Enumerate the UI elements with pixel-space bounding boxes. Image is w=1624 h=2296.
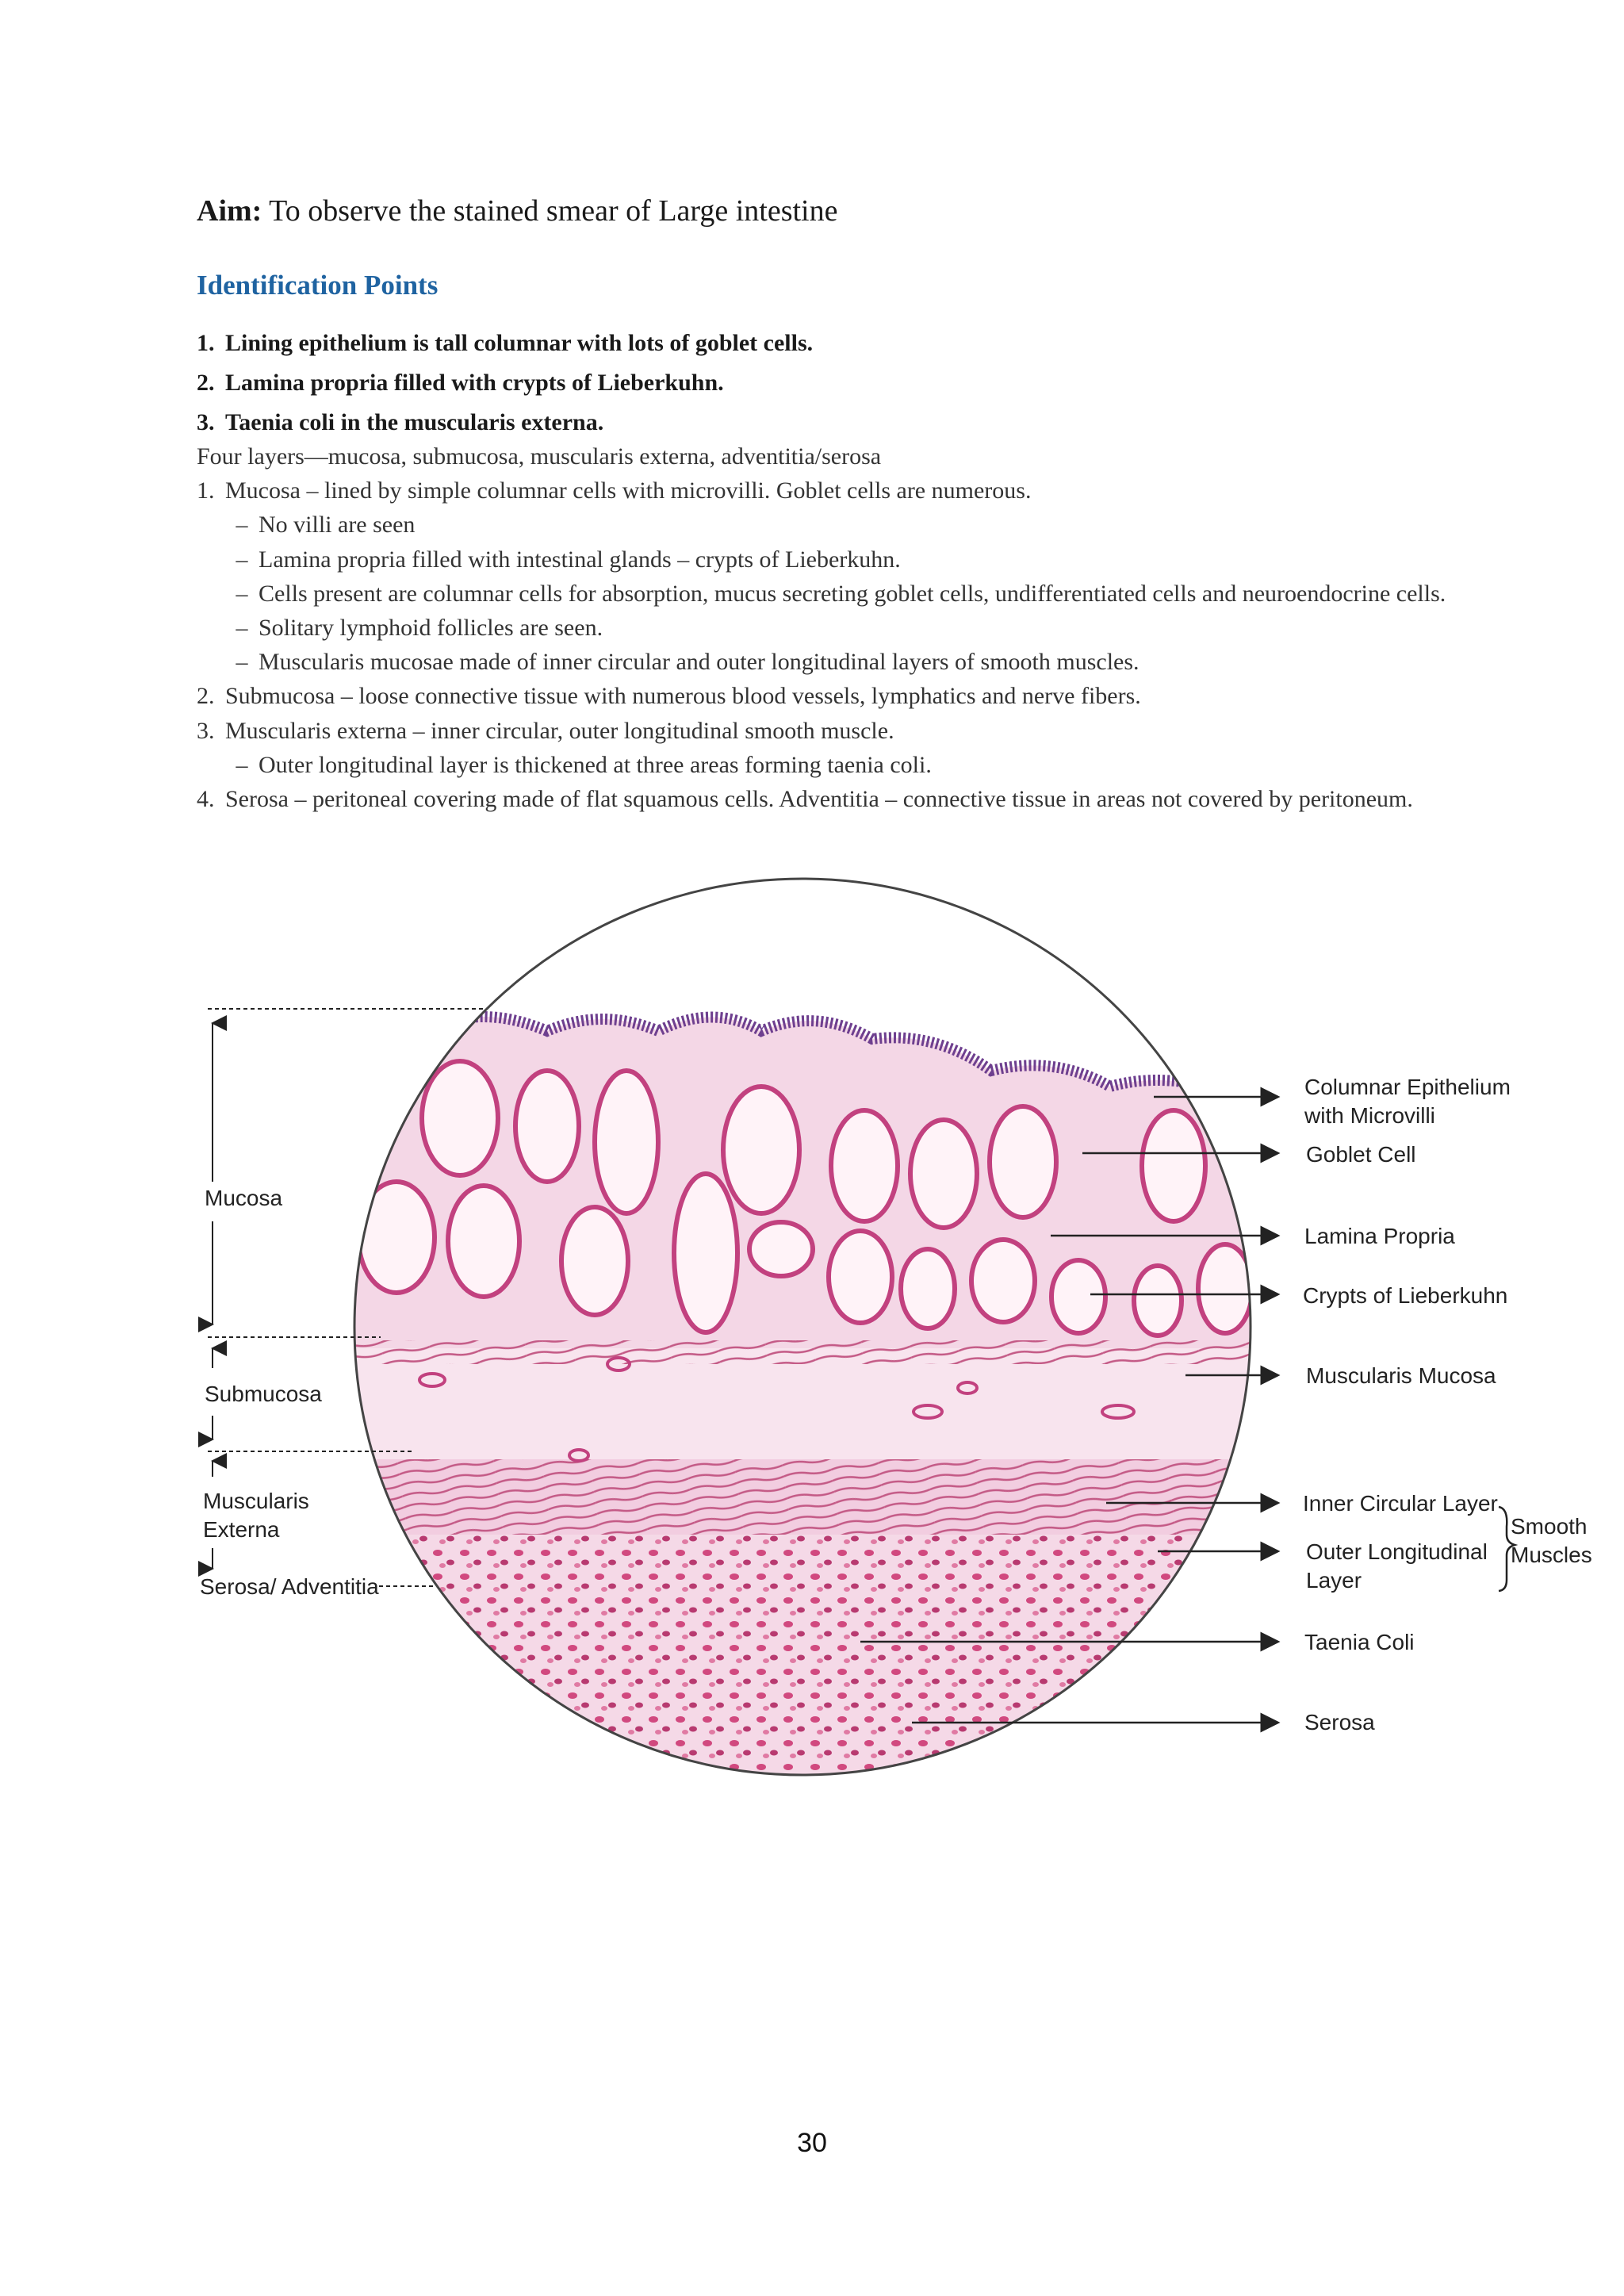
identification-point: 1. Lining epithelium is tall columnar with lots of goblet cells. [197,330,814,356]
description-item: 4. Serosa – peritoneal covering made of flat squamous cells. Adventitia – connective tissue in areas not covered by peritoneum. [197,785,1413,812]
description-subitem: – Solitary lymphoid follicles are seen. [236,614,603,641]
description-subitem: – No villi are seen [236,512,416,539]
label-smooth-2: Muscles [1511,1543,1592,1567]
description-body [197,439,1446,816]
description-item: 3. Muscularis externa – inner circular, outer longitudinal smooth muscle. [197,717,894,744]
label-outer-longitudinal-1: Outer Longitudinal [1306,1539,1488,1564]
description-subitem: – Outer longitudinal layer is thickened at three areas forming taenia coli. [236,751,932,778]
label-muscularis-mucosa: Muscularis Mucosa [1306,1363,1496,1388]
label-muscularis-2: Externa [203,1517,280,1542]
identification-heading: Identification Points [197,270,439,301]
label-columnar-2: with Microvilli [1304,1103,1435,1128]
tissue-section [317,872,1308,1808]
identification-point: 2. Lamina propria filled with crypts of Lieberkuhn. [197,370,724,396]
label-serosa: Serosa [1304,1710,1375,1734]
label-serosa-adventitia: Serosa/ Adventitia [200,1574,379,1599]
identification-points [197,324,813,443]
description-subitem: – Muscularis mucosae made of inner circular and outer longitudinal layers of smooth muscles. [236,649,1139,676]
label-submucosa: Submucosa [205,1382,322,1406]
aim-line [197,194,837,230]
aim-text: To observe the stained smear of Large intestine [269,194,838,228]
page-number: 30 [797,2128,827,2158]
identification-point: 3. Taenia coli in the muscularis externa. [197,409,604,435]
description-item: 1. Mucosa – lined by simple columnar cells with microvilli. Goblet cells are numerous. [197,477,1032,504]
description-subitem: – Cells present are columnar cells for absorption, mucus secreting goblet cells, undifferentiated cells and neuroendocrine cells. [236,580,1446,607]
intro-line: Four layers—mucosa, submucosa, muscularis externa, adventitia/serosa [197,443,882,470]
large-intestine-figure [0,857,1624,1808]
label-goblet-cell: Goblet Cell [1306,1142,1416,1167]
label-muscularis-1: Muscularis [203,1489,309,1513]
label-outer-longitudinal-2: Layer [1306,1568,1362,1593]
label-mucosa: Mucosa [205,1186,283,1210]
label-lamina-propria: Lamina Propria [1304,1224,1455,1248]
label-columnar-1: Columnar Epithelium [1304,1075,1511,1099]
description-subitem: – Lamina propria filled with intestinal glands – crypts of Lieberkuhn. [236,546,901,573]
label-inner-circular: Inner Circular Layer [1303,1491,1498,1516]
label-taenia-coli: Taenia Coli [1304,1630,1415,1654]
label-smooth-1: Smooth [1511,1514,1588,1539]
label-crypts: Crypts of Lieberkuhn [1303,1283,1508,1308]
aim-label: Aim: [197,194,262,228]
description-item: 2. Submucosa – loose connective tissue with numerous blood vessels, lymphatics and nerve fibers. [197,683,1141,710]
